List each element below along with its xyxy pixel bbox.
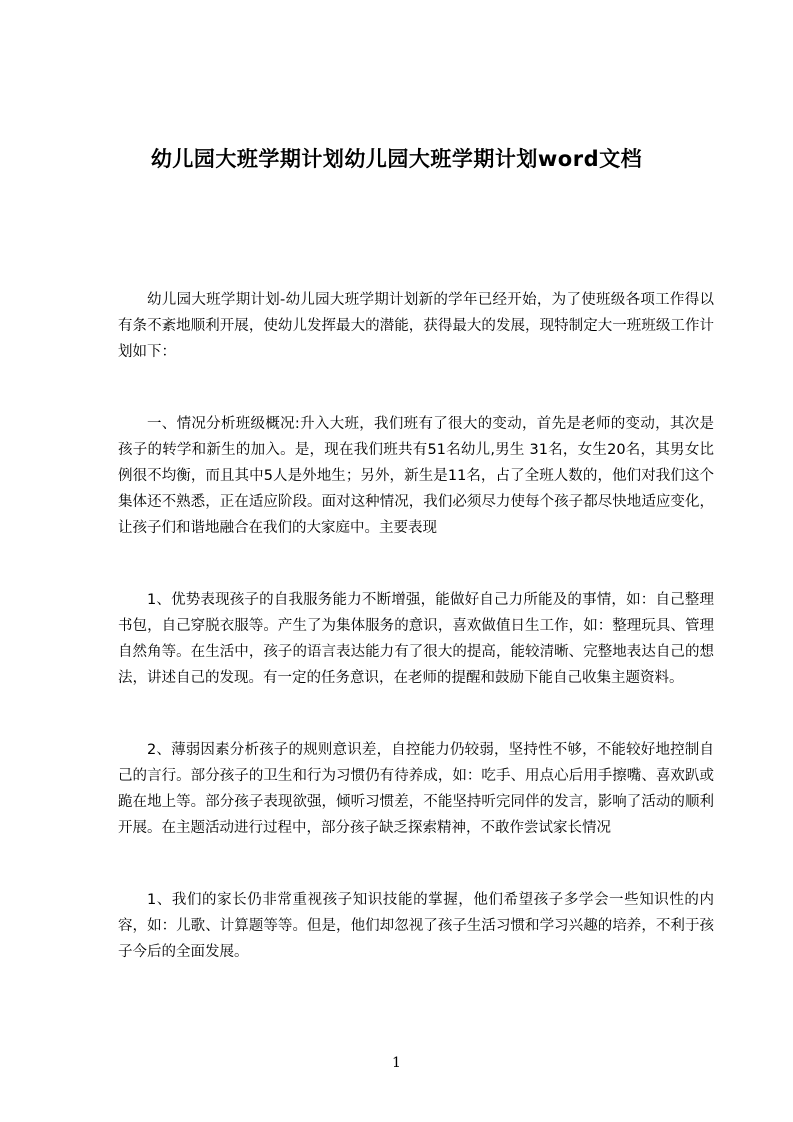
paragraph-intro: 幼儿园大班学期计划-幼儿园大班学期计划新的学年已经开始，为了使班级各项工作得以有条不紊地顺利开展，使幼儿发挥最大的潜能，获得最大的发展，现特制定大一班班级工作计划如下： — [118, 292, 714, 360]
paragraph-parents: 1、我们的家长仍非常重视孩子知识技能的掌握，他们希望孩子多学会一些知识性的内容，如：儿歌、计算题等等。但是，他们却忽视了孩子生活习惯和学习兴趣的培养，不利于孩子今后的全面发展。 — [118, 892, 714, 960]
document-title: 幼儿园大班学期计划幼儿园大班学期计划word文档 — [150, 147, 643, 171]
paragraph-strengths: 1、优势表现孩子的自我服务能力不断增强，能做好自己力所能及的事情，如：自己整理书包，自己穿脱衣服等。产生了为集体服务的意识，喜欢做值日生工作，如：整理玩具、管理自然角等。在生活中，孩子的语言表达能力有了很大的提高，能较清晰、完整地表达自己的想法，讲述自己的发现。有一定的任务意识，在老师的提醒和鼓励下能自己收集主题资料。 — [118, 592, 714, 686]
document-body — [118, 287, 714, 1011]
paragraph-class-overview: 一、情况分析班级概况:升入大班，我们班有了很大的变动，首先是老师的变动，其次是孩子的转学和新生的加入。是，现在我们班共有51名幼儿,男生 31名，女生20名，其男女比例很不均衡，而且其中5人是外地生；另外，新生是11名，占了全班人数的，他们对我们这个集体还不熟悉，正在适应阶段。面对这种情况，我们必须尽力使每个孩子都尽快地适应变化，让孩子们和谐地融合在我们的大家庭中。主要表现 — [118, 416, 714, 536]
paragraph-weaknesses: 2、薄弱因素分析孩子的规则意识差，自控能力仍较弱，坚持性不够，不能较好地控制自己的言行。部分孩子的卫生和行为习惯仍有待养成，如：吃手、用点心后用手擦嘴、喜欢趴或跪在地上等。部分孩子表现欲强，倾听习惯差，不能坚持听完同伴的发言，影响了活动的顺利开展。在主题活动进行过程中，部分孩子缺乏探索精神，不敢作尝试家长情况 — [118, 742, 714, 836]
page-number: 1 — [392, 1055, 401, 1071]
